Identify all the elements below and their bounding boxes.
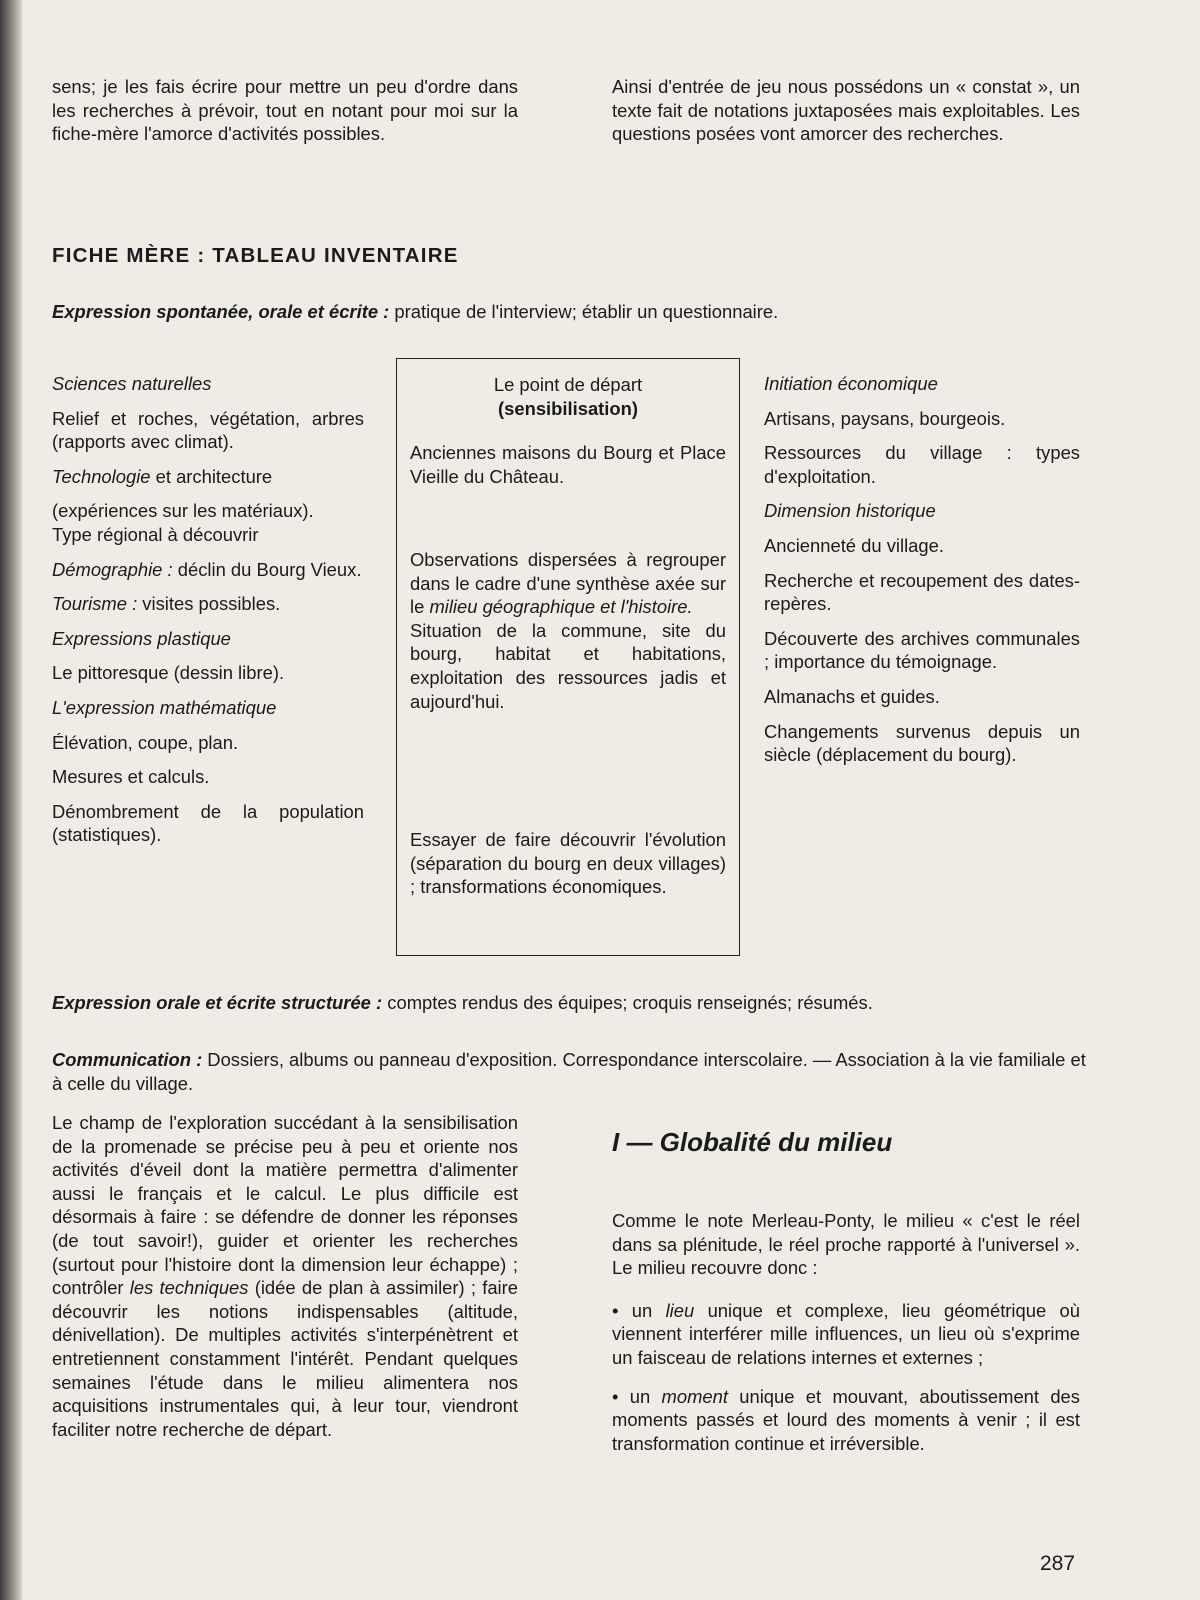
center-box-situation: Situation de la commune, site du bourg, habitat et habitations, exploitation des ressources jadis et aujourd'hui.	[410, 619, 726, 712]
histo-item-3: Découverte des archives communales ; importance du témoignage.	[764, 627, 1080, 673]
expression-structuree-text: comptes rendus des équipes; croquis renseignés; résumés.	[382, 992, 873, 1013]
center-box-title: Le point de départ (sensibilisation)	[493, 374, 643, 419]
histo-item-1: Ancienneté du village.	[764, 534, 944, 556]
center-box-observations: Observations dispersées à regrouper dans le cadre d'une synthèse axée sur le milieu géographique et l'histoire. Situation de la commune, site du bourg, habitat et habitations, exploitation des ressources jadis et aujourd'hui.	[410, 549, 726, 712]
math-item-2: Mesures et calculs.	[52, 766, 210, 788]
right-column	[764, 372, 1080, 767]
bullet-lieu: • un lieu unique et complexe, lieu géométrique où viennent interférer mille influences, un lieu où s'exprime un faisceau de relations internes et externes ;	[612, 1299, 1080, 1368]
top-left-paragraph: sens; je les fais écrire pour mettre un peu d'ordre dans les recherches à prévoir, tout en notant pour moi sur la fiche-mère l'amorce d'activités possibles.	[52, 76, 518, 145]
math-title: L'expression mathématique	[52, 696, 277, 718]
center-box-essayer: Essayer de faire découvrir l'évolution (séparation du bourg en deux villages) ; transformations économiques.	[410, 829, 726, 898]
sciences-text: Relief et roches, végétation, arbres (rapports avec climat).	[52, 407, 364, 453]
bullet-moment: • un moment unique et mouvant, aboutissement des moments passés et lourd des moments à venir ; il est transformation continue et irréversible.	[612, 1385, 1080, 1454]
histo-title: Dimension historique	[764, 500, 936, 522]
expression-spontanee-label: Expression spontanée, orale et écrite :	[52, 301, 390, 322]
math-item-3: Dénombrement de la population (statistiques).	[52, 800, 364, 846]
sciences-title: Sciences naturelles	[52, 373, 212, 394]
math-item-1: Élévation, coupe, plan.	[52, 731, 239, 753]
expression-structuree-line	[52, 991, 1142, 1015]
tourisme-line: Tourisme : visites possibles.	[52, 593, 281, 615]
plastique-text: Le pittoresque (dessin libre).	[52, 662, 285, 684]
center-box-maisons: Anciennes maisons du Bourg et Place Vieille du Château.	[410, 442, 726, 487]
page-number: 287	[1040, 1552, 1076, 1575]
top-right-paragraph: Ainsi d'entrée de jeu nous possédons un « constat », un texte fait de notations juxtaposées mais exploitables. Les questions posées vont amorcer des recherches.	[612, 76, 1080, 145]
demographie-line: Démographie : déclin du Bourg Vieux.	[52, 558, 362, 580]
expression-spontanee-text: pratique de l'interview; établir un questionnaire.	[389, 301, 779, 322]
communication-text: Dossiers, albums ou panneau d'exposition. Correspondance interscolaire. — Association à la vie familiale et à celle du village.	[52, 1049, 1086, 1094]
bottom-left-paragraph: Le champ de l'exploration succédant à la sensibilisation de la promenade se précise peu à peu et oriente nos activités d'éveil dont la matière permettra d'alimenter aussi le français et le calcul. Le plus difficile est désormais à faire : se défendre de donner les réponses (de tout savoir!), guider et orienter les recherches (surtout pour l'histoire dont la dimension leur échappe) ; contrôler les techniques (idée de plan à assimiler) ; faire découvrir les notions indispensables (altitude, dénivellation). De multiples activités s'interpénètrent et entretiennent constamment l'intérêt. Pendant quelques semaines l'étude dans le milieu alimentera nos acquisitions instrumentales qui, à leur tour, viendront faciliter notre recherche de départ.	[52, 1112, 518, 1440]
eco-item-1: Artisans, paysans, bourgeois.	[764, 407, 1006, 429]
eco-item-2: Ressources du village : types d'exploitation.	[764, 442, 1080, 487]
technologie-text: (expériences sur les matériaux).	[52, 500, 314, 522]
expression-structuree-label: Expression orale et écrite structurée :	[52, 992, 383, 1013]
technologie-line: Technologie et architecture	[52, 465, 273, 487]
bottom-right-column	[612, 1209, 1080, 1455]
histo-item-5: Changements survenus depuis un siècle (déplacement du bourg).	[764, 720, 1080, 766]
page-heading: FICHE MÈRE : TABLEAU INVENTAIRE	[52, 244, 459, 267]
type-regional: Type régional à découvrir	[52, 523, 259, 545]
expression-spontanee-line	[52, 300, 1092, 324]
eco-title: Initiation économique	[764, 373, 938, 394]
section-intro: Comme le note Merleau-Ponty, le milieu « c'est le réel dans sa plénitude, le réel proche rapporté à l'universel ». Le milieu recouvre donc :	[612, 1210, 1080, 1279]
section-title: I — Globalité du milieu	[612, 1127, 893, 1157]
left-column	[52, 372, 364, 847]
communication-paragraph	[52, 1048, 1092, 1095]
plastique-title: Expressions plastique	[52, 627, 231, 649]
histo-item-2: Recherche et recoupement des dates-repères.	[764, 569, 1080, 615]
histo-item-4: Almanachs et guides.	[764, 685, 940, 707]
communication-label: Communication :	[52, 1049, 203, 1070]
